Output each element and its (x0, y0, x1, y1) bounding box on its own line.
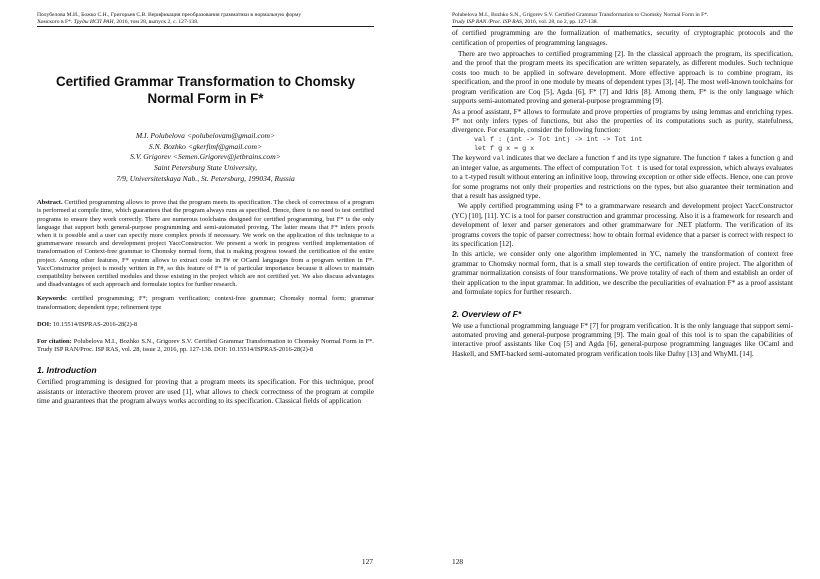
paragraph-2: There are two approaches to certified programming [2]. In the classical approach the program, its specification, and the proof that the program meets its specification are written separately, as different modules. Such technique costs too much to be applied in software development. More effective approach is to combine program, its specification, and the proof in one module by means of dependent types [3], [4]. The most well-known toolchains for program verification are Coq [5], Agda [6], F* [7] and Idris [8]. Among them, F* is the only language which supports semi-automated proving and general-purpose programming [9]. (452, 50, 793, 106)
p4-code-g: g (776, 155, 781, 163)
author-block (37, 131, 374, 184)
p4-b: indicates that we declare a function (504, 154, 612, 163)
abstract-text: Certified programming allows to prove that the program meets its specification. The check of correctness of a program is performed at compile time, which guarantees that the program always runs as specified. Hence, there is no need to test certified programs to ensure they work correctly. There are numerous toolchains designed for certified programming, but F* is the only language that support both general-purpose programming and semi-automated proving. The latter means that F* infers proofs when it is possible and a user can specify more complex proofs if necessary. We work on the application of this technique to a grammarware research and development project YaccConstructor. We present a work in progress verified implementation of transformation of Context-free grammar to Chomsky normal form, that is making progress toward the certification of the entire project. Among other features, F* system allows to extract code in F# or OCaml languages from a program written in F*. YaccConstructor project is mostly written in F#, so this feature of F* is of particular importance because it allows to maintain compatibility between certified modules and those existing in the project which are not certified yet. We also discuss advantages and disadvantages of such approach and formulate topics for further research. (37, 199, 374, 289)
paragraph-1: of certified programming are the formalization of mathematics, security of cryptographic protocols and the certification of properties of programming languages. (452, 29, 793, 47)
p4-a: The keyword (452, 154, 493, 163)
p4-e: and an integer value, as arguments. The effect of computation (452, 154, 794, 172)
right-running-head-line2 (452, 19, 793, 26)
code-line-1: val f : (int -> Tot int) -> int -> Tot int (474, 135, 643, 144)
right-rh-suffix: , 2016, vol. 28, no 2, pp. 127-138. (521, 18, 598, 25)
abstract-label: Abstract. (37, 199, 63, 207)
left-running-head (37, 12, 374, 27)
right-running-head-line1: Polubelova M.I., Bozhko S.N., Grigorev S.V. Certified Grammar Transformation to Chomsky Normal Form in F*. (452, 12, 709, 18)
paragraph-6: In this article, we consider only one algorithm implemented in YC, namely the transformation of context free grammar to Chomsky normal form, that is a small step towards the certification of entire project. The algorithm of grammar normalization consists of four transformations. We prove totality of each of them and establish an order of their application to the input grammar. In addition, we describe the peculiarities of evaluation F* as a proof assistant and formulate topics for further research. (452, 250, 793, 297)
code-line-2: let f g x = g x (474, 145, 535, 154)
code-block (452, 136, 793, 154)
left-running-head-line2 (37, 19, 374, 26)
page-number-left: 127 (361, 557, 373, 566)
keywords-label: Keywords: (37, 295, 68, 303)
p4-code-f: f (611, 155, 616, 163)
paragraph-3: As a proof assistant, F* allows to formulate and prove properties of programs by using lemmas and enriching types. F* not only infers types of functions, but also the properties of its computations such as purity, statefulness, divergence. For example, consider the following function: (452, 107, 793, 135)
paragraph-7: We use a functional programming language F* [7] for program verification. It is the only language that support semi-automated proving and general-purpose programming [9]. The main goal of this tool is to span the capabilities of interactive proof assistants like Coq [5] and Agda [6], general-purpose programming languages like OCaml and Haskell, and SMT-backed semi-automated program verification tools like Dafny [13] and WhyML [14]. (452, 321, 793, 358)
citation-label: For citation: (37, 338, 72, 345)
p4-code-t: t (464, 174, 469, 182)
paragraph-4 (452, 154, 793, 201)
left-rh-journal: Труды ИСП РАН (73, 18, 114, 25)
right-running-head (452, 12, 793, 27)
abstract (37, 199, 374, 289)
citation-text: Polubelova M.I., Bozhko S.N., Grigorev S.V. Certified Grammar Transformation to Chomsky Normal Form in F*. Trudy ISP RAN/Proc. ISP RAS, vol. 28, issue 2, 2016, pp. 127-138. DOI: 10.15514/ISPRAS-2016-28(2)-8 (37, 338, 374, 354)
right-page (410, 0, 820, 579)
section-1-paragraph: Certified programming is designed for proving that a program meets its specification. For this technique, proof assistants or interactive theorem prover are used [1], what allows to check correctness of the program at compile time and guarantees that the program always works according to its specification. Classical fields of application (37, 378, 374, 406)
p4-d: takes a function (726, 154, 777, 163)
keywords (37, 295, 374, 311)
p4-g: -typed result without entering an infinitive loop, throwing exception or other side effects. Hence, one can prove for some programs not only their properties and restrictions on the types, but also guarantee their termination and that a result has assigned type. (452, 173, 793, 200)
doi (37, 321, 374, 329)
doi-label: DOI: (37, 320, 52, 328)
affiliation: Saint Petersburg State University, (153, 162, 258, 172)
p4-code-f2: f (722, 155, 727, 163)
section-2-heading: 2. Overview of F* (452, 308, 522, 319)
p4-c: and its type signature. The function (615, 154, 723, 163)
keywords-text: certified programming; F*; program verification; context-free grammar; Chomsky normal form; grammar transformation; dependent type; refinement type (37, 295, 374, 311)
author-2: S.N. Bozhko <gkerfimf@gmail.com> (148, 141, 263, 151)
paragraph-5: We apply certified programming using F* to a grammarware research and development project YaccConstructor (YC) [10], [11]. YC is a tool for parser construction and grammar processing. Also it is a framework for research and development of lexer and parser generators and other grammarware for .NET platform. The verification of its programs covers the topic of parser correctness: how to obtain formal evidence that a parser is correct with respect to its specification [12]. (452, 202, 793, 249)
left-rh-suffix: , 2016, том 28, выпуск 2, с. 127-138. (113, 18, 199, 25)
author-1: M.I. Polubelova <polubelovam@gmail.com> (135, 131, 276, 141)
doi-text: 10.15514/ISPRAS-2016-28(2)-8 (51, 320, 138, 328)
address: 7/9, Universitetskaya Nab., St. Petersburg, 199034, Russia (116, 173, 295, 183)
page-number-right: 128 (452, 557, 464, 566)
left-rh-prefix: Хомского в F*. (37, 18, 73, 25)
author-3: S.V. Grigorev <Semen.Grigorev@jetbrains.com> (130, 152, 281, 162)
p4-f: is used for total expression, which always evaluates to a (452, 163, 793, 182)
section-1-heading: 1. Introduction (37, 365, 97, 376)
left-running-head-line1: Полубелова М.И., Божко С.Н., Григорьев С.В. Верификация преобразования грамматики в нормальную форму (37, 12, 302, 18)
p4-code-val: val (492, 155, 505, 163)
paper-title: Certified Grammar Transformation to Chomsky Normal Form in F* (55, 74, 356, 107)
right-rh-journal: Trudy ISP RAN /Proc. ISP RAS (452, 18, 522, 25)
citation (37, 338, 374, 354)
p4-code-tot: Tot t (621, 164, 641, 172)
